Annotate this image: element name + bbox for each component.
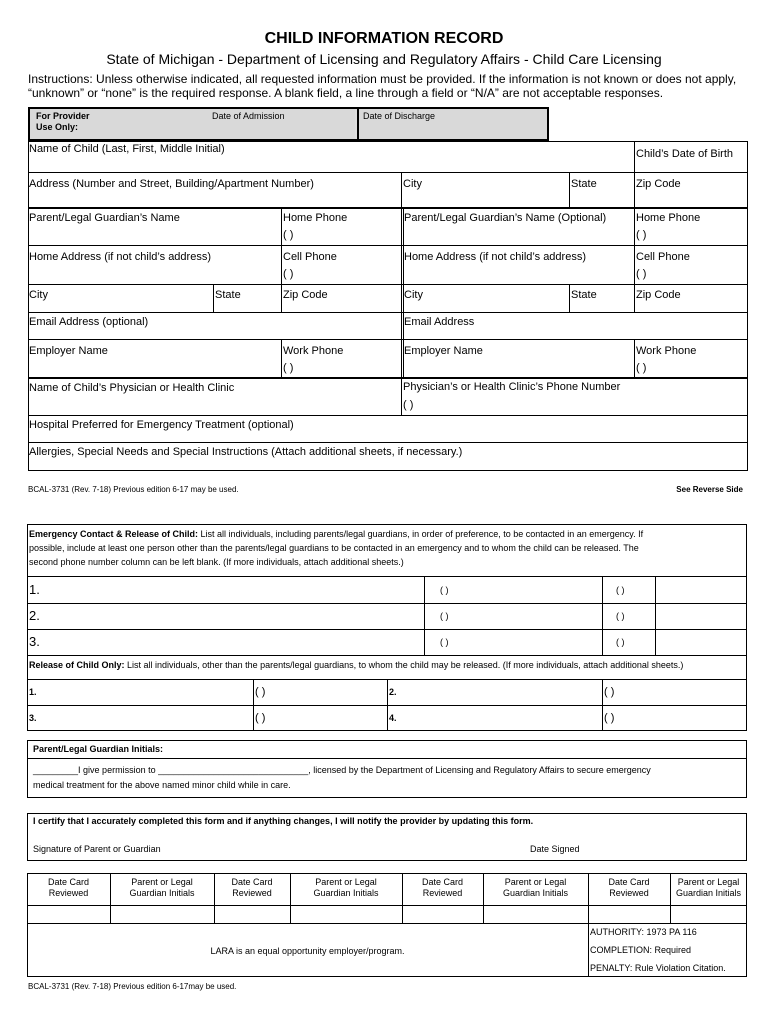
- guardian2-employer-field[interactable]: Employer Name: [404, 345, 483, 357]
- phone-parens: ( ): [616, 611, 625, 621]
- form-id-footer: BCAL-3731 (Rev. 7-18) Previous edition 6-17 may be used.: [28, 485, 239, 494]
- see-reverse-side: See Reverse Side: [676, 485, 743, 494]
- guardian2-name-field[interactable]: Parent/Legal Guardian’s Name (Optional): [404, 212, 607, 224]
- release-row-4[interactable]: 4.: [389, 713, 397, 723]
- phone-parens: ( ): [283, 268, 294, 280]
- guardian2-home-phone-field[interactable]: Home Phone: [636, 212, 701, 224]
- guardian1-city-field[interactable]: City: [29, 289, 48, 301]
- guardian1-work-phone-field[interactable]: Work Phone: [283, 345, 344, 357]
- date-card-header-1: Date Card Reviewed: [47, 877, 90, 898]
- phone-parens: ( ): [616, 637, 625, 647]
- phone-parens: ( ): [403, 399, 414, 411]
- permission-text-1: _________I give permission to ______________________________, licensed by the Department of Licensing and Regulatory Affairs to secure emergency: [33, 765, 651, 775]
- guardian1-state-field[interactable]: State: [215, 289, 241, 301]
- child-name-field[interactable]: Name of Child (Last, First, Middle Initial): [29, 143, 225, 155]
- child-zip-field[interactable]: Zip Code: [636, 178, 681, 190]
- phone-parens: ( ): [283, 362, 294, 374]
- physician-field[interactable]: Name of Child’s Physician or Health Clinic: [29, 382, 235, 394]
- guardian2-home-address-field[interactable]: Home Address (if not child’s address): [404, 251, 586, 263]
- parent-initials-header-2: Parent or Legal Guardian Initials: [313, 877, 379, 898]
- authority-text: AUTHORITY: 1973 PA 116: [590, 927, 697, 937]
- emergency-instructions-2: possible, include at least one person other than the parents/legal guardians to be contacted in an emergency and to whom the child can be released. The: [29, 543, 639, 553]
- for-provider-label: For Provider: [36, 111, 90, 121]
- guardian1-zip-field[interactable]: Zip Code: [283, 289, 328, 301]
- phone-parens: ( ): [255, 686, 266, 698]
- emergency-instructions-1: Emergency Contact & Release of Child: List all individuals, including parents/legal guardians, in order of preference, to be contacted in an emergency. If: [29, 529, 644, 539]
- guardian2-email-field[interactable]: Email Address: [404, 316, 475, 328]
- phone-parens: ( ): [440, 637, 449, 647]
- guardian1-home-phone-field[interactable]: Home Phone: [283, 212, 348, 224]
- page-subtitle: State of Michigan - Department of Licensing and Regulatory Affairs - Child Care Licensing: [106, 51, 662, 67]
- phone-parens: ( ): [604, 686, 615, 698]
- phone-parens: ( ): [616, 585, 625, 595]
- use-only-label: Use Only:: [36, 122, 79, 132]
- allergies-field[interactable]: Allergies, Special Needs and Special Instructions (Attach additional sheets, if necessary.): [29, 446, 463, 458]
- form-id-footer-2: BCAL-3731 (Rev. 7-18) Previous edition 6-17may be used.: [28, 982, 237, 991]
- instructions-line-2: “unknown” or “none” is the required response. A blank field, a line through a field or “N/A” are not acceptable responses.: [28, 86, 664, 100]
- signature-field[interactable]: Signature of Parent or Guardian: [33, 844, 161, 854]
- guardian2-zip-field[interactable]: Zip Code: [636, 289, 681, 301]
- parent-initials-header-4: Parent or Legal Guardian Initials: [675, 877, 742, 898]
- phone-parens: ( ): [255, 712, 266, 724]
- page-title: CHILD INFORMATION RECORD: [264, 30, 504, 47]
- guardian2-cell-phone-field[interactable]: Cell Phone: [636, 251, 690, 263]
- lara-statement: LARA is an equal opportunity employer/program.: [210, 946, 405, 956]
- guardian2-city-field[interactable]: City: [404, 289, 423, 301]
- parent-initials-header-3: Parent or Legal Guardian Initials: [502, 877, 569, 898]
- physician-phone-field[interactable]: Physician’s or Health Clinic’s Phone Number: [403, 381, 621, 393]
- phone-parens: ( ): [636, 362, 647, 374]
- initials-heading: Parent/Legal Guardian Initials:: [33, 744, 164, 754]
- phone-parens: ( ): [283, 229, 294, 241]
- phone-parens: ( ): [604, 712, 615, 724]
- guardian2-state-field[interactable]: State: [571, 289, 597, 301]
- date-signed-field[interactable]: Date Signed: [530, 844, 580, 854]
- emergency-instructions-3: second phone number column can be left blank. (If more individuals, attach additional sheets.): [29, 557, 404, 567]
- phone-parens: ( ): [440, 611, 449, 621]
- date-card-header-4: Date Card Reviewed: [608, 877, 650, 898]
- child-dob-field[interactable]: Child’s Date of Birth: [636, 148, 734, 160]
- instructions-line-1: Instructions: Unless otherwise indicated, all requested information must be provided. If the information is not known or does not apply,: [28, 72, 737, 86]
- release-instructions: Release of Child Only: List all individuals, other than the parents/legal guardians, to whom the child may be released. (If more individuals, attach additional sheets.): [29, 660, 684, 670]
- release-row-1[interactable]: 1.: [29, 687, 37, 697]
- release-row-2[interactable]: 2.: [389, 687, 397, 697]
- guardian1-employer-field[interactable]: Employer Name: [29, 345, 108, 357]
- phone-parens: ( ): [636, 268, 647, 280]
- child-city-field[interactable]: City: [403, 178, 422, 190]
- guardian1-cell-phone-field[interactable]: Cell Phone: [283, 251, 337, 263]
- penalty-text: PENALTY: Rule Violation Citation.: [590, 963, 726, 973]
- certify-text: I certify that I accurately completed this form and if anything changes, I will notify the provider by updating this form.: [33, 816, 534, 826]
- release-row-3[interactable]: 3.: [29, 713, 37, 723]
- guardian1-name-field[interactable]: Parent/Legal Guardian’s Name: [29, 212, 180, 224]
- guardian1-email-field[interactable]: Email Address (optional): [29, 316, 149, 328]
- emergency-row-1[interactable]: 1.: [29, 582, 40, 597]
- date-card-header-3: Date Card Reviewed: [421, 877, 464, 898]
- child-state-field[interactable]: State: [571, 178, 597, 190]
- guardian2-work-phone-field[interactable]: Work Phone: [636, 345, 697, 357]
- phone-parens: ( ): [440, 585, 449, 595]
- date-admission-field[interactable]: Date of Admission: [212, 111, 285, 121]
- date-card-header-2: Date Card Reviewed: [231, 877, 273, 898]
- phone-parens: ( ): [636, 229, 647, 241]
- permission-text-2: medical treatment for the above named minor child while in care.: [33, 780, 291, 790]
- emergency-row-3[interactable]: 3.: [29, 634, 40, 649]
- hospital-field[interactable]: Hospital Preferred for Emergency Treatment (optional): [29, 419, 294, 431]
- completion-text: COMPLETION: Required: [590, 945, 692, 955]
- emergency-row-2[interactable]: 2.: [29, 608, 40, 623]
- child-address-field[interactable]: Address (Number and Street, Building/Apartment Number): [29, 178, 314, 190]
- date-discharge-field[interactable]: Date of Discharge: [363, 111, 436, 121]
- parent-initials-header-1: Parent or Legal Guardian Initials: [129, 877, 195, 898]
- guardian1-home-address-field[interactable]: Home Address (if not child’s address): [29, 251, 211, 263]
